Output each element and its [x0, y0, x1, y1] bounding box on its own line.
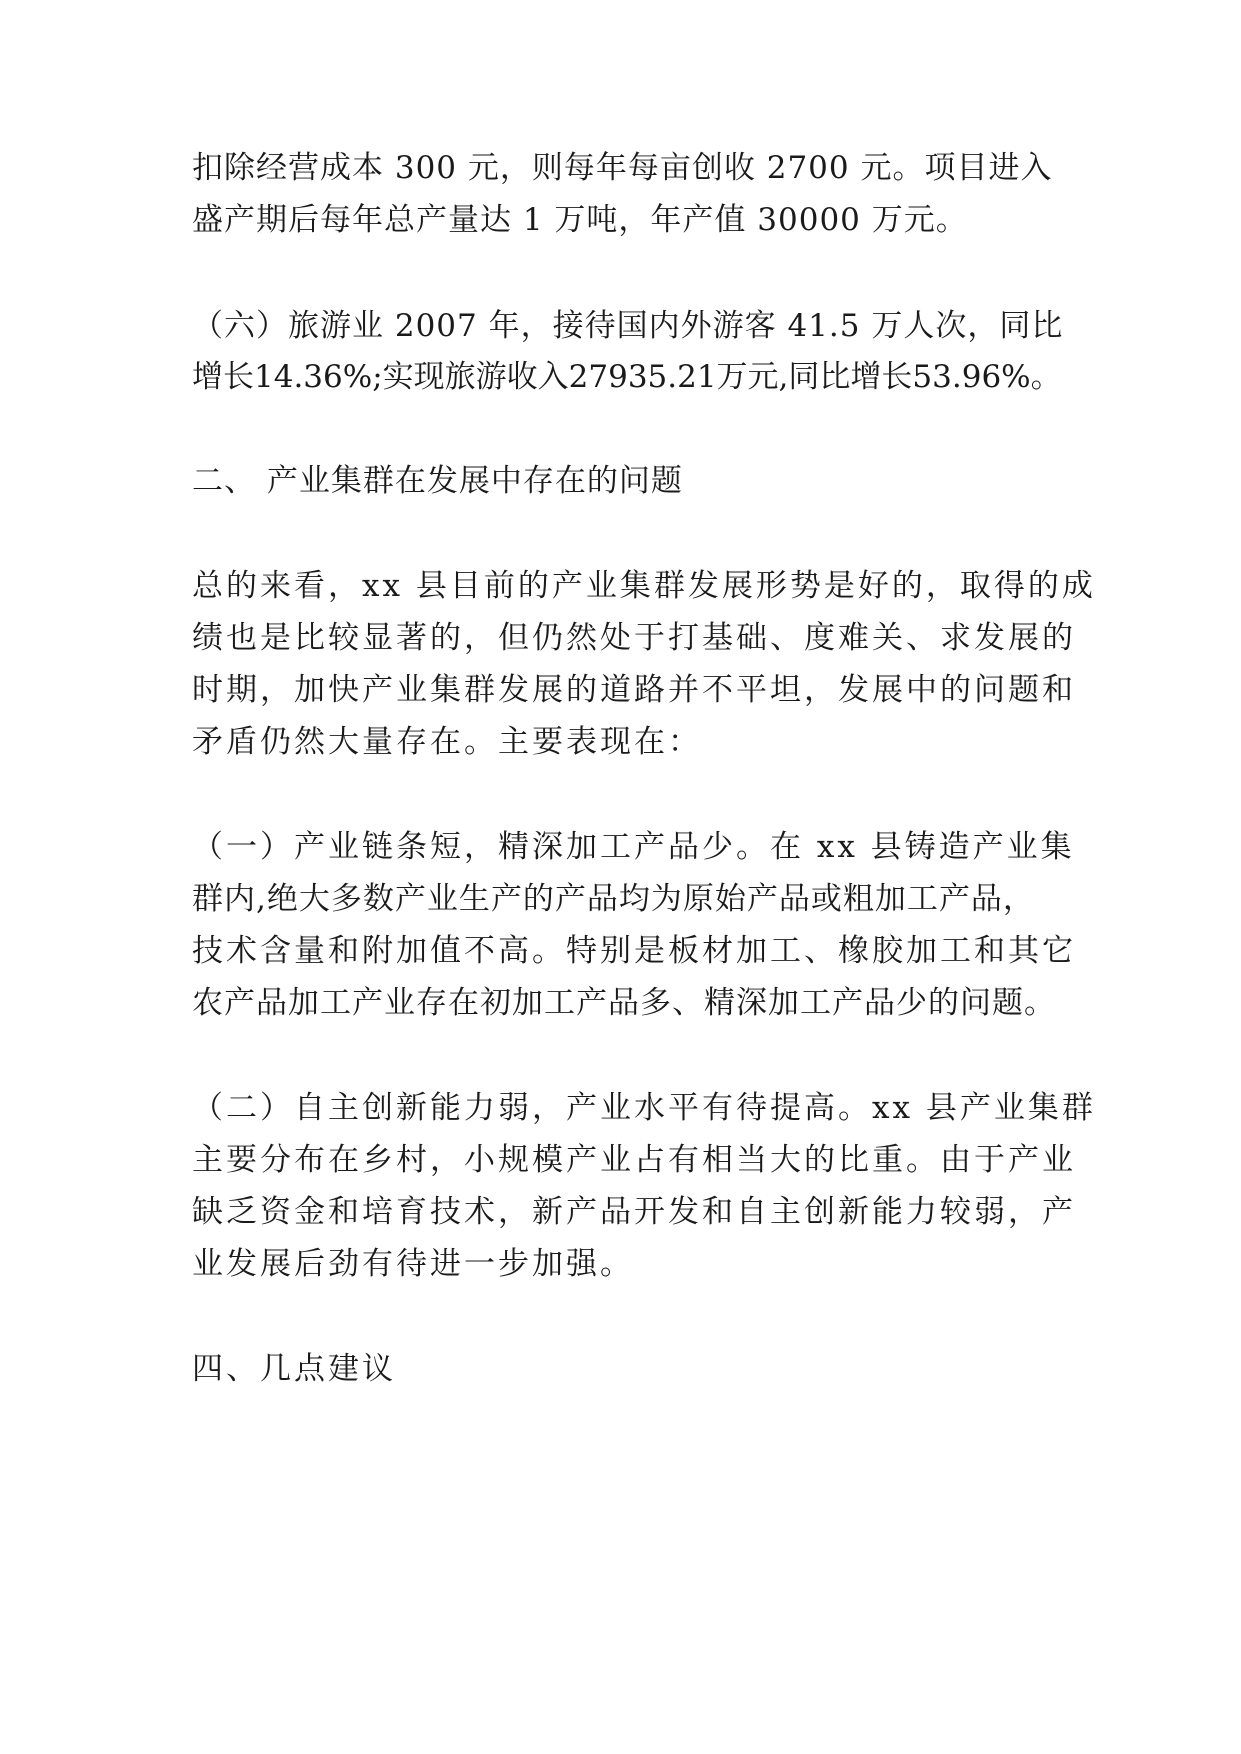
- paragraph-line: 缺乏资金和培育技术，新产品开发和自主创新能力较弱，产: [192, 1194, 1076, 1230]
- paragraph-line: 主要分布在乡村，小规模产业占有相当大的比重。由于产业: [192, 1142, 1076, 1178]
- paragraph-line: 绩也是比较显著的，但仍然处于打基础、度难关、求发展的: [192, 620, 1076, 656]
- paragraph-line: 时期，加快产业集群发展的道路并不平坦，发展中的问题和: [192, 672, 1076, 708]
- paragraph-line: （六）旅游业 2007 年，接待国内外游客 41.5 万人次，同比: [192, 308, 1064, 344]
- paragraph-line: 增长14.36%;实现旅游收入27935.21万元,同比增长53.96%。: [192, 359, 1062, 395]
- paragraph-line: 矛盾仍然大量存在。主要表现在：: [192, 724, 702, 760]
- paragraph-line: 技术含量和附加值不高。特别是板材加工、橡胶加工和其它: [192, 933, 1076, 969]
- paragraph-line: 业发展后劲有待进一步加强。: [192, 1246, 634, 1282]
- paragraph-line: （二）自主创新能力弱，产业水平有待提高。xx 县产业集群: [192, 1090, 1096, 1126]
- section-heading: 二、 产业集群在发展中存在的问题: [192, 463, 683, 499]
- section-heading: 四、几点建议: [192, 1351, 396, 1387]
- paragraph-line: 农产品加工产业存在初加工产品多、精深加工产品少的问题。: [192, 985, 1056, 1021]
- paragraph-line: 盛产期后每年总产量达 1 万吨，年产值 30000 万元。: [192, 202, 968, 238]
- paragraph-line: （一）产业链条短，精深加工产品少。在 xx 县铸造产业集: [192, 829, 1075, 865]
- paragraph-line: 扣除经营成本 300 元，则每年每亩创收 2700 元。项目进入: [192, 150, 1053, 186]
- paragraph-line: 总的来看，xx 县目前的产业集群发展形势是好的，取得的成: [192, 568, 1096, 604]
- paragraph-line: 群内,绝大多数产业生产的产品均为原始产品或粗加工产品，: [192, 881, 1035, 917]
